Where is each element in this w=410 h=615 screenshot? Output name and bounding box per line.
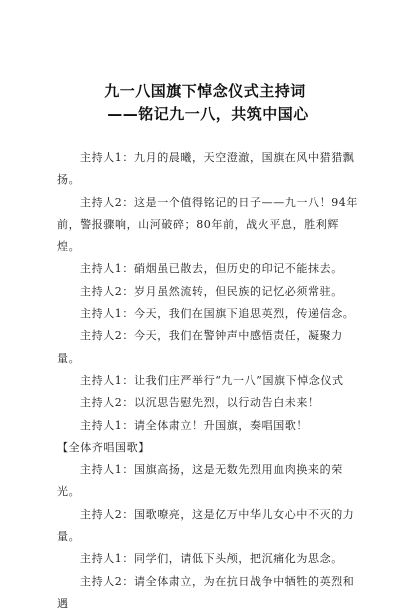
title-block <box>0 81 410 125</box>
dialogue-paragraph: 主持人1：今天，我们在国旗下追思英烈，传递信念。 <box>80 307 355 321</box>
dialogue-paragraph: 主持人2：以沉思告慰先烈，以行动告白未来！ <box>80 396 320 410</box>
dialogue-paragraph: 主持人1：让我们庄严举行“九一八”国旗下悼念仪式 <box>80 373 344 387</box>
dialogue-paragraph: 主持人2：岁月虽然流转，但民族的记忆必须常驻。 <box>80 284 343 298</box>
dialogue-paragraph: 主持人1：同学们，请低下头颅，把沉痛化为思念。 <box>80 552 343 566</box>
dialogue-paragraph: 主持人2：请全体肃立，为在抗日战争中牺牲的英烈和遇 <box>57 574 355 610</box>
dialogue-paragraph: 主持人2：这是一个值得铭记的日子——九一八！94年前，警报骤响，山河破碎；80年前，战火平息，胜利辉煌。 <box>57 195 358 254</box>
dialogue-paragraph: 主持人2：国歌嘹亮，这是亿万中华儿女心中不灭的力量。 <box>57 507 355 544</box>
dialogue-paragraph: 主持人1：请全体肃立！升国旗，奏唱国歌！ <box>80 418 308 432</box>
document-title: 九一八国旗下悼念仪式主持词 <box>104 82 306 100</box>
document-body <box>57 147 362 615</box>
dialogue-paragraph: 主持人1：九月的晨曦，天空澄澈，国旗在风中猎猎飘扬。 <box>57 151 355 187</box>
document-subtitle: ——铭记九一八，共筑中国心 <box>107 105 309 123</box>
dialogue-paragraph: 主持人1：国旗高扬，这是无数先烈用血肉换来的荣光。 <box>57 463 343 499</box>
dialogue-paragraph: 主持人2：今天，我们在警钟声中感悟责任，凝聚力量。 <box>57 329 343 365</box>
stage-direction: 【全体齐唱国歌】 <box>57 440 150 454</box>
dialogue-paragraph: 主持人1：硝烟虽已散去，但历史的印记不能抹去。 <box>80 262 343 276</box>
